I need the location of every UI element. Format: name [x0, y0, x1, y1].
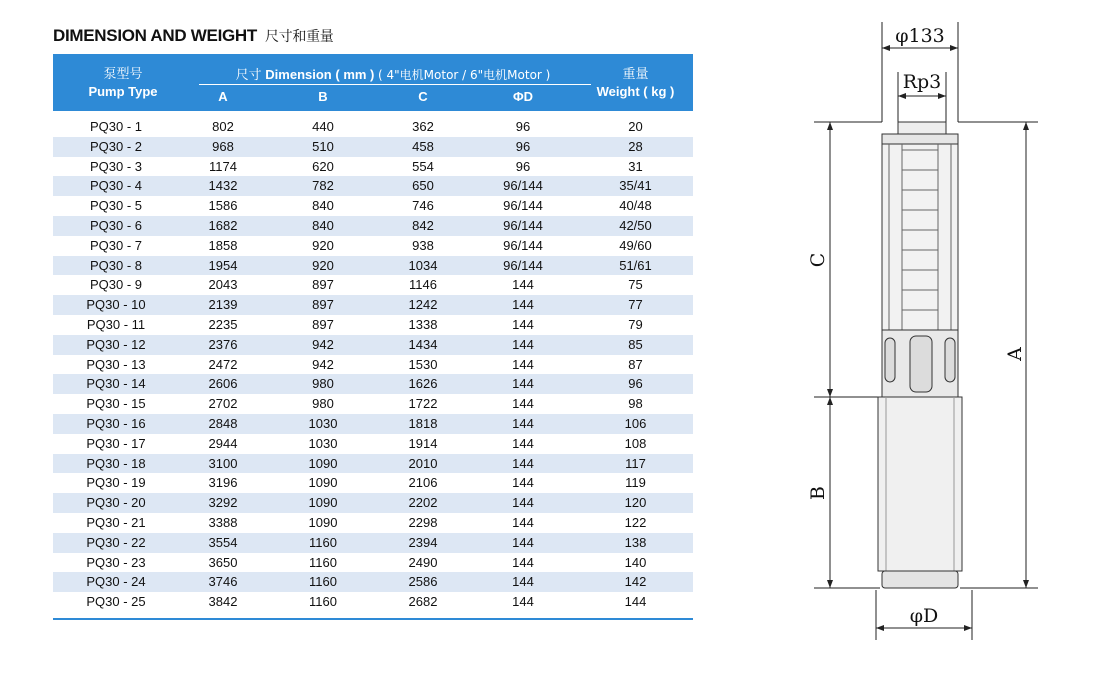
cell-weight: 142: [624, 574, 647, 590]
table-row: [53, 434, 693, 454]
cell-weight: 42/50: [619, 217, 652, 233]
cell-weight: 96: [628, 376, 643, 392]
cell-d: 144: [512, 534, 534, 550]
pump-top-flange: [882, 134, 958, 144]
table-row: [53, 176, 693, 196]
cell-d: 144: [512, 415, 534, 431]
cell-weight: 77: [628, 297, 643, 313]
cell-pump-type: PQ30 - 15: [86, 396, 146, 412]
cell-b: 510: [312, 138, 334, 154]
table-row: [53, 295, 693, 315]
cell-pump-type: PQ30 - 6: [89, 217, 143, 233]
arrow: [827, 580, 833, 588]
header-dimension-zh: 尺寸: [235, 68, 262, 83]
arrow: [898, 93, 906, 99]
cell-pump-type: PQ30 - 13: [86, 356, 146, 372]
pump-stage-section: [882, 144, 958, 330]
cell-weight: 31: [628, 158, 643, 174]
cell-b: 942: [312, 336, 334, 352]
cell-pump-type: PQ30 - 1: [89, 119, 143, 134]
cell-b: 620: [312, 158, 334, 174]
cell-a: 2702: [208, 396, 238, 412]
table-row: [53, 454, 693, 474]
cell-a: 1682: [208, 217, 238, 233]
cell-b: 840: [312, 217, 334, 233]
cell-c: 2298: [408, 514, 438, 530]
cell-pump-type: PQ30 - 16: [86, 415, 146, 431]
cell-c: 650: [412, 178, 434, 194]
cell-a: 2944: [208, 435, 238, 451]
cell-weight: 119: [625, 475, 646, 491]
arrow: [827, 397, 833, 405]
table-row: [53, 196, 693, 216]
cell-pump-type: PQ30 - 4: [89, 178, 143, 194]
cell-a: 2472: [208, 356, 238, 372]
arrow: [876, 625, 884, 631]
cell-b: 980: [312, 376, 334, 392]
cell-b: 1160: [309, 554, 337, 570]
cell-b: 1090: [308, 455, 338, 471]
arrow: [950, 45, 958, 51]
cell-pump-type: PQ30 - 8: [89, 257, 143, 273]
cell-d: 96: [515, 119, 531, 134]
cell-pump-type: PQ30 - 11: [86, 316, 146, 332]
cell-a: 1174: [209, 158, 237, 174]
cell-b: 897: [312, 316, 334, 332]
cell-d: 96: [515, 138, 531, 154]
cell-c: 842: [412, 217, 434, 233]
cell-pump-type: PQ30 - 22: [86, 534, 146, 550]
header-divider: [199, 84, 591, 85]
table-row: [53, 553, 693, 573]
label-bottom-diameter: φD: [909, 605, 939, 627]
cell-c: 1530: [408, 356, 438, 372]
page-title: [53, 26, 333, 46]
header-weight-zh: 重量: [622, 67, 649, 82]
cell-pump-type: PQ30 - 5: [89, 198, 143, 214]
arrow: [827, 122, 833, 130]
cell-c: 2106: [408, 475, 438, 491]
cell-pump-type: PQ30 - 19: [86, 475, 146, 491]
motor-body: [878, 397, 962, 571]
cell-weight: 98: [628, 396, 643, 412]
cell-pump-type: PQ30 - 12: [86, 336, 146, 352]
table-row: [53, 414, 693, 434]
table-row: [53, 157, 693, 177]
cell-a: 3196: [208, 475, 238, 491]
cell-d: 96/144: [503, 178, 543, 194]
table-body: [53, 111, 693, 612]
cell-b: 1160: [309, 534, 337, 550]
cell-weight: 40/48: [619, 198, 652, 214]
cell-c: 554: [412, 158, 434, 174]
cell-c: 1146: [409, 277, 437, 293]
cell-d: 144: [512, 316, 534, 332]
cell-a: 3388: [208, 514, 238, 530]
cell-a: 3292: [208, 495, 238, 511]
cell-pump-type: PQ30 - 3: [89, 158, 143, 174]
cell-b: 440: [312, 119, 334, 134]
table-row: [53, 473, 693, 493]
cell-weight: 20: [628, 119, 643, 134]
cell-a: 2139: [208, 297, 238, 313]
cell-b: 1030: [308, 415, 338, 431]
cell-weight: 49/60: [619, 237, 652, 253]
cell-weight: 87: [628, 356, 643, 372]
cell-weight: 117: [625, 455, 646, 471]
inlet-slot: [945, 338, 955, 382]
cell-c: 2010: [408, 455, 438, 471]
cell-a: 3746: [208, 574, 238, 590]
cell-c: 1914: [408, 435, 438, 451]
outlet-head: [898, 122, 946, 134]
table-row: [53, 335, 693, 355]
header-dimension: [193, 64, 593, 83]
cell-weight: 79: [628, 316, 643, 332]
header-col-c: C: [418, 89, 428, 104]
table-row: [53, 137, 693, 157]
cell-pump-type: PQ30 - 24: [86, 574, 146, 590]
title-zh: 尺寸和重量: [264, 29, 334, 45]
label-c: C: [807, 252, 829, 268]
cell-d: 144: [512, 396, 534, 412]
table-bottom-line: [53, 618, 693, 620]
cell-b: 897: [312, 277, 334, 293]
cell-a: 2376: [208, 336, 238, 352]
cell-a: 3554: [208, 534, 238, 550]
cell-d: 144: [512, 297, 534, 313]
table-row: [53, 216, 693, 236]
table-row: [53, 533, 693, 553]
label-outlet-thread: Rp3: [902, 71, 942, 93]
title-en: DIMENSION AND WEIGHT: [53, 26, 257, 45]
cell-weight: 120: [624, 495, 647, 511]
cell-weight: 144: [624, 594, 647, 610]
table-row: [53, 513, 693, 533]
cell-d: 144: [512, 554, 534, 570]
cell-c: 1338: [408, 316, 438, 332]
cell-c: 938: [412, 237, 434, 253]
header-motor-note: ( 4"电机Motor / 6"电机Motor ): [378, 68, 551, 82]
cell-c: 1434: [408, 336, 438, 352]
cell-a: 2606: [208, 376, 238, 392]
dimension-table: [53, 54, 693, 620]
cell-pump-type: PQ30 - 2: [89, 138, 143, 154]
cell-c: 1626: [408, 376, 438, 392]
cell-weight: 75: [628, 277, 643, 293]
inlet-slot: [885, 338, 895, 382]
cell-weight: 28: [628, 138, 643, 154]
cell-c: 746: [412, 198, 434, 214]
cell-pump-type: PQ30 - 25: [86, 594, 146, 610]
table-row: [53, 275, 693, 295]
cell-a: 1586: [208, 198, 238, 214]
arrow: [827, 389, 833, 397]
arrow: [938, 93, 946, 99]
cell-d: 144: [512, 455, 534, 471]
cell-d: 144: [512, 475, 534, 491]
table-row: [53, 394, 693, 414]
cell-weight: 51/61: [619, 257, 652, 273]
pump-body: [878, 122, 962, 588]
cell-d: 144: [512, 435, 534, 451]
cell-a: 2235: [208, 316, 238, 332]
cell-weight: 138: [624, 534, 647, 550]
header-dimension-label: Dimension: [265, 67, 332, 82]
cell-a: 968: [212, 138, 234, 154]
cell-a: 802: [212, 119, 234, 134]
cell-d: 144: [512, 495, 534, 511]
cell-a: 3100: [208, 455, 238, 471]
cell-pump-type: PQ30 - 14: [86, 376, 146, 392]
cell-b: 840: [312, 198, 334, 214]
cell-c: 2394: [408, 534, 438, 550]
pump-dimension-drawing: [790, 10, 1060, 660]
arrow: [882, 45, 890, 51]
cell-d: 144: [512, 356, 534, 372]
cell-pump-type: PQ30 - 10: [86, 297, 146, 313]
cell-d: 96: [515, 158, 531, 174]
cell-c: 2202: [408, 495, 438, 511]
cell-a: 2043: [208, 277, 238, 293]
arrow: [1023, 122, 1029, 130]
cell-c: 2682: [408, 594, 438, 610]
cell-d: 96/144: [503, 217, 543, 233]
header-col-b: B: [318, 89, 328, 104]
cell-weight: 35/41: [619, 178, 652, 194]
label-b: B: [807, 486, 829, 500]
cell-b: 1160: [309, 574, 337, 590]
cell-weight: 140: [624, 554, 647, 570]
cell-b: 1090: [308, 514, 338, 530]
cell-c: 458: [412, 138, 434, 154]
cell-c: 1722: [408, 396, 438, 412]
cell-a: 2848: [208, 415, 238, 431]
cell-d: 144: [512, 594, 534, 610]
cell-b: 897: [312, 297, 334, 313]
cell-a: 1954: [208, 257, 238, 273]
cell-b: 1090: [308, 495, 338, 511]
cell-d: 144: [512, 574, 534, 590]
cell-d: 96/144: [503, 198, 543, 214]
table-row: [53, 374, 693, 394]
cell-c: 1242: [408, 297, 438, 313]
header-weight-en: Weight ( kg ): [596, 84, 675, 99]
table-row: [53, 572, 693, 592]
cell-pump-type: PQ30 - 17: [86, 435, 146, 451]
cell-pump-type: PQ30 - 23: [86, 554, 146, 570]
cell-b: 920: [312, 257, 334, 273]
cell-b: 782: [312, 178, 334, 194]
cell-pump-type: PQ30 - 21: [86, 514, 146, 530]
cell-d: 96/144: [503, 257, 543, 273]
cell-c: 362: [412, 119, 434, 134]
table-row: [53, 355, 693, 375]
cell-c: 2490: [408, 554, 438, 570]
cell-d: 144: [512, 336, 534, 352]
cell-d: 96/144: [503, 237, 543, 253]
header-pump-type-en: Pump Type: [88, 84, 158, 99]
motor-bottom: [882, 571, 958, 588]
cell-c: 2586: [408, 574, 438, 590]
cell-d: 144: [512, 277, 534, 293]
header-col-d: ΦD: [512, 89, 534, 104]
cell-a: 3842: [208, 594, 238, 610]
header-pump-type-zh: 泵型号: [103, 67, 143, 82]
cell-b: 942: [312, 356, 334, 372]
cell-pump-type: PQ30 - 9: [89, 277, 143, 293]
inlet-window: [910, 336, 932, 392]
cell-a: 3650: [208, 554, 238, 570]
header-dimension-unit: ( mm ): [335, 67, 375, 82]
cell-weight: 108: [624, 435, 647, 451]
arrow: [964, 625, 972, 631]
table-row: [53, 493, 693, 513]
table-row: [53, 236, 693, 256]
cell-c: 1818: [408, 415, 438, 431]
cell-a: 1432: [208, 178, 238, 194]
table-header: [53, 54, 693, 111]
cell-pump-type: PQ30 - 18: [86, 455, 146, 471]
cell-pump-type: PQ30 - 20: [86, 495, 146, 511]
cell-b: 1160: [309, 594, 337, 610]
label-top-diameter: φ133: [895, 25, 945, 47]
table-row: [53, 117, 693, 137]
cell-c: 1034: [408, 257, 438, 273]
table-row: [53, 256, 693, 276]
cell-a: 1858: [208, 237, 238, 253]
cell-weight: 106: [624, 415, 647, 431]
cell-b: 1030: [308, 435, 338, 451]
label-a: A: [1004, 347, 1026, 361]
cell-b: 1090: [308, 475, 338, 491]
cell-weight: 85: [628, 336, 643, 352]
cell-d: 144: [512, 376, 534, 392]
cell-pump-type: PQ30 - 7: [89, 237, 143, 253]
cell-b: 920: [312, 237, 334, 253]
table-row: [53, 592, 693, 612]
table-row: [53, 315, 693, 335]
cell-weight: 122: [624, 514, 647, 530]
arrow: [1023, 580, 1029, 588]
header-col-a: A: [218, 89, 228, 104]
cell-d: 144: [512, 514, 534, 530]
cell-b: 980: [312, 396, 334, 412]
